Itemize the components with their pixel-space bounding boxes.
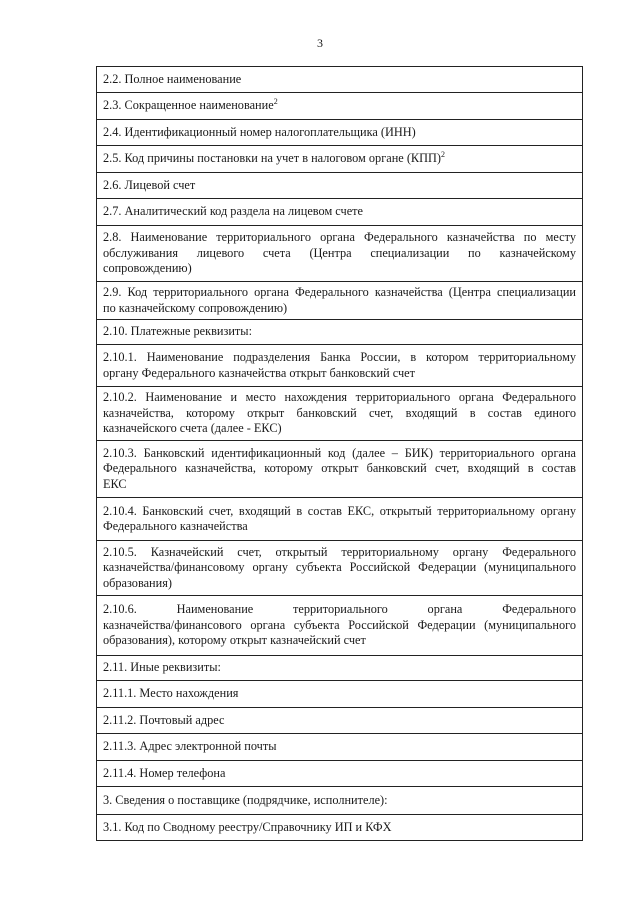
row-text: 2.6. Лицевой счет: [103, 177, 196, 192]
row-text: [103, 446, 576, 493]
row-line: 2.10.5. Казначейский счет, открытый территориальному органу Федерального: [103, 544, 576, 559]
row-text: 2.11.1. Место нахождения: [103, 686, 239, 701]
table-row: [97, 815, 582, 841]
row-text: 3. Сведения о поставщике (подрядчике, исполнителе):: [103, 792, 388, 807]
row-text: 2.4. Идентификационный номер налогоплательщика (ИНН): [103, 124, 416, 139]
row-line: Федерального казначейства: [103, 519, 248, 533]
table-row: [97, 787, 582, 815]
row-text: [103, 350, 576, 381]
row-line: органу Федерального казначейства открыт банковский счет: [103, 365, 415, 380]
row-line: 2.10.4. Банковский счет, входящий в состав ЕКС, открытый территориальному органу: [103, 503, 576, 518]
row-line: 2.10.6. Наименование территориального органа Федерального: [103, 602, 576, 617]
table-row: [97, 93, 582, 120]
row-line: ЕКС: [103, 476, 127, 491]
table-row: [97, 681, 582, 708]
table-row: [97, 498, 582, 541]
table-row: [97, 345, 582, 387]
row-line: казначейского счета (далее - ЕКС): [103, 421, 282, 436]
row-line: 2.10.3. Банковский идентификационный код (далее – БИК) территориального органа: [103, 445, 576, 460]
row-text: [103, 602, 576, 649]
row-text: 3.1. Код по Сводному реестру/Справочнику ИП и КФХ: [103, 819, 392, 834]
table-row: [97, 120, 582, 146]
page-number: 3: [317, 36, 323, 50]
row-text: [103, 545, 576, 592]
row-text: 2.2. Полное наименование: [103, 71, 242, 86]
table-row: [97, 596, 582, 656]
table-row: [97, 708, 582, 734]
table-row: [97, 226, 582, 282]
footnote-marker: 2: [273, 97, 278, 107]
row-line: 2.10.1. Наименование подразделения Банка России, в котором территориальному: [103, 350, 576, 364]
row-text: [103, 285, 576, 316]
row-line: 2.9. Код территориального органа Федерального казначейства (Центра специализации: [103, 285, 576, 299]
row-text: [103, 390, 576, 437]
row-text: 2.10. Платежные реквизиты:: [103, 324, 252, 339]
row-text: [103, 504, 576, 535]
table-row: [97, 734, 582, 761]
row-text: 2.11. Иные реквизиты:: [103, 660, 221, 675]
table-row: [97, 541, 582, 596]
row-text: 2.11.2. Почтовый адрес: [103, 712, 225, 727]
row-line: казначейства/финансовому органу субъекта Российской Федерации (муниципального: [103, 560, 576, 575]
table-row: [97, 67, 582, 93]
row-text: [103, 98, 576, 114]
row-line: образования): [103, 575, 172, 590]
table-row: [97, 656, 582, 681]
row-line: Федерального казначейства, которому открыт банковский счет, входящий в состав: [103, 461, 576, 476]
row-line: казначейства/финансового органа субъекта Российской Федерации (муниципального: [103, 617, 576, 632]
row-line: казначейства, которому открыт банковский счет, входящий в состав единого: [103, 405, 576, 420]
row-text: [103, 151, 576, 167]
row-line: сопровождению): [103, 261, 192, 276]
table-row: [97, 441, 582, 498]
table-row: [97, 146, 582, 173]
table-row: [97, 282, 582, 320]
row-text: 2.7. Аналитический код раздела на лицевом счете: [103, 204, 363, 219]
row-label: 2.5. Код причины постановки на учет в налоговом органе (КПП): [103, 151, 441, 166]
table-row: [97, 320, 582, 345]
row-label: 2.3. Сокращенное наименование: [103, 98, 274, 113]
row-line: обслуживания лицевого счета (Центра специализации по казначейскому: [103, 245, 576, 260]
row-line: образования), которому открыт казначейский счет: [103, 633, 366, 648]
row-text: [103, 230, 576, 277]
footnote-marker: 2: [440, 150, 445, 160]
row-line: по казначейскому сопровождению): [103, 300, 288, 315]
table-row: [97, 387, 582, 441]
row-line: 2.10.2. Наименование и место нахождения территориального органа Федерального: [103, 390, 576, 405]
requisites-table: [96, 66, 583, 841]
table-row: [97, 173, 582, 199]
row-line: 2.8. Наименование территориального органа Федерального казначейства по месту: [103, 230, 576, 245]
row-text: 2.11.4. Номер телефона: [103, 765, 226, 780]
table-row: [97, 761, 582, 787]
table-row: [97, 199, 582, 226]
row-text: 2.11.3. Адрес электронной почты: [103, 739, 277, 754]
